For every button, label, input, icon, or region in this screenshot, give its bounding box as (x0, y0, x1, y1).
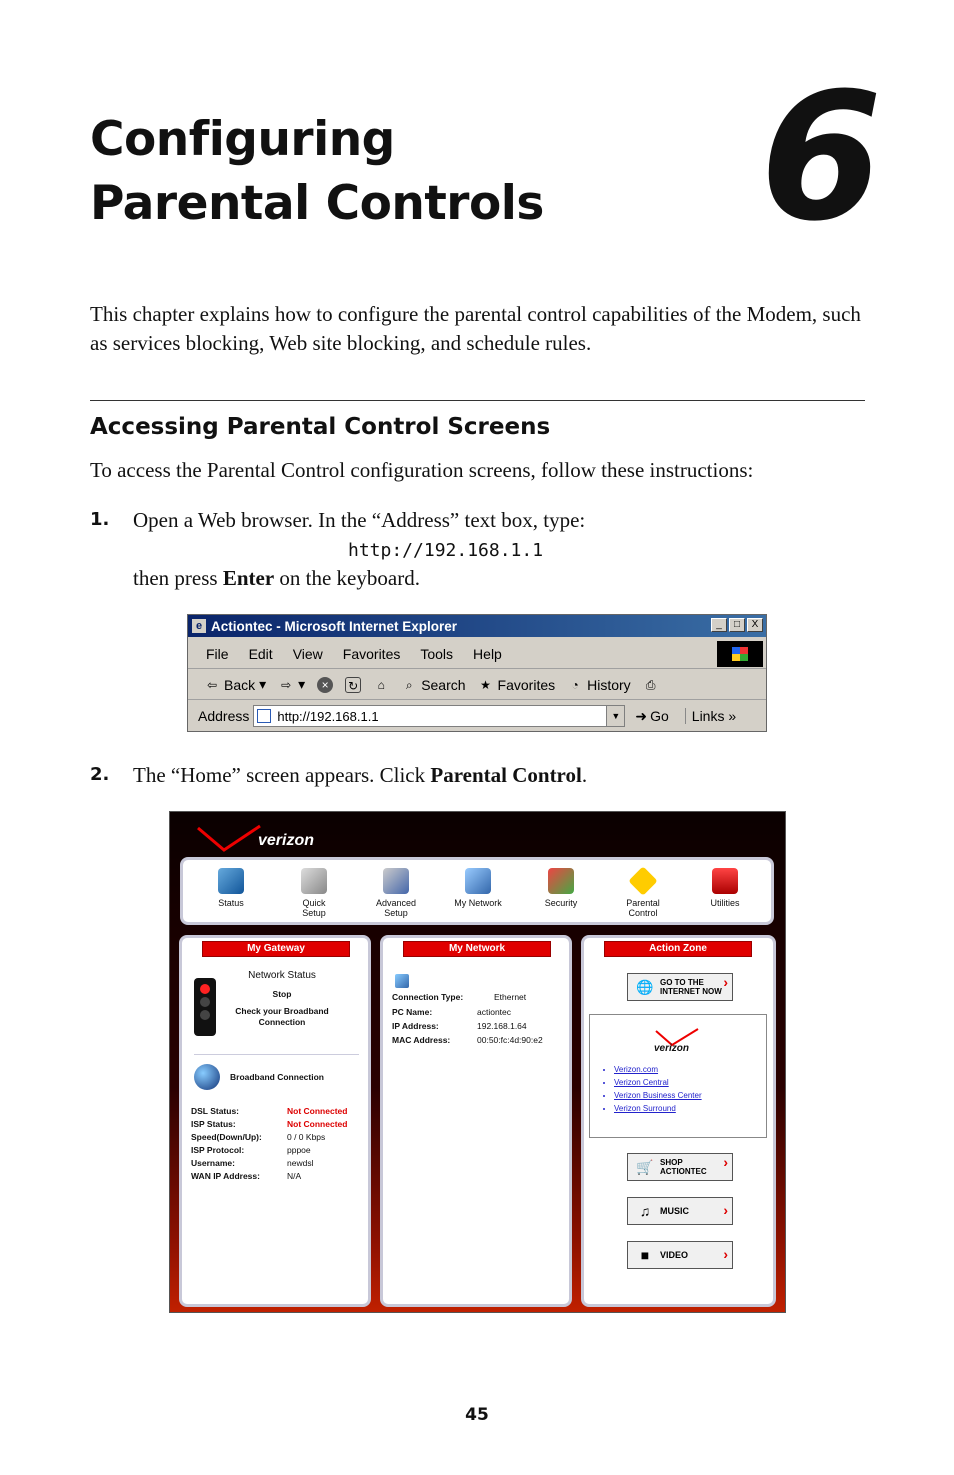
chapter-title-line1: Configuring (90, 112, 395, 167)
verizon-check-icon (194, 824, 264, 854)
speed-label: Speed(Down/Up): (191, 1132, 262, 1142)
nav-quick-setup[interactable] (279, 868, 349, 918)
music-button[interactable] (627, 1197, 733, 1225)
address-dropdown-icon[interactable]: ▼ (606, 706, 624, 726)
verizon-links-list (614, 1063, 702, 1115)
connection-type-label: Connection Type: (392, 992, 464, 1002)
page-icon (257, 709, 271, 723)
go-arrow-icon: ➜ (635, 707, 648, 724)
browser-window (187, 614, 767, 732)
address-value: http://192.168.1.1 (277, 708, 379, 724)
network-panel (380, 935, 572, 1307)
dsl-status-label: DSL Status: (191, 1106, 240, 1116)
print-icon: ⎙ (645, 677, 656, 692)
links-label: Links (691, 708, 725, 724)
ip-address-value: 192.168.1.64 (477, 1021, 527, 1031)
gateway-header: My Gateway (202, 941, 350, 957)
router-nav (180, 857, 774, 925)
nav-my-network[interactable] (443, 868, 513, 908)
favorites-star-icon: ★ (480, 677, 491, 692)
step-2-text (133, 761, 587, 789)
menu-favorites[interactable]: Favorites (342, 645, 401, 662)
network-status-label: Network Status (248, 970, 316, 981)
menu-view[interactable]: View (292, 645, 323, 662)
network-header: My Network (403, 941, 551, 957)
windows-logo (717, 641, 763, 667)
back-label: Back (224, 676, 256, 693)
section-divider (90, 400, 865, 401)
isp-status-value: Not Connected (287, 1119, 348, 1129)
step-1-code: http://192.168.1.1 (348, 540, 544, 561)
dsl-status-value: Not Connected (287, 1106, 348, 1116)
chapter-intro: This chapter explains how to configure the parental control capabilities of the Modem, such as services blocking, Web site blocking, and schedule rules. (90, 302, 861, 355)
favorites-button[interactable] (478, 677, 556, 693)
search-icon: ⌕ (405, 677, 413, 692)
action-zone-header: Action Zone (604, 941, 752, 957)
speed-value: 0 / 0 Kbps (287, 1132, 326, 1142)
stop-icon: × (317, 677, 333, 693)
refresh-button[interactable] (345, 677, 361, 693)
go-button[interactable] (635, 708, 668, 725)
forward-dropdown-icon: ▾ (298, 676, 306, 692)
maximize-button[interactable]: □ (729, 618, 745, 632)
nav-quick-setup-label: Quick Setup (302, 898, 326, 918)
video-label: VIDEO (660, 1250, 689, 1260)
link-verizon-central[interactable]: • Verizon Central (614, 1076, 702, 1089)
history-button[interactable] (567, 677, 631, 693)
chevron-right-icon: › (723, 974, 728, 990)
history-label: History (587, 676, 631, 693)
address-bar (188, 701, 766, 731)
mac-address-value: 00:50:fc:4d:90:e2 (477, 1035, 543, 1045)
step-1-after-pre: then press (133, 566, 223, 590)
chevron-right-icon: › (723, 1246, 728, 1262)
nav-my-network-label: My Network (454, 898, 502, 908)
home-icon: ⌂ (377, 677, 385, 692)
page-number: 45 (465, 1405, 489, 1425)
isp-protocol-label: ISP Protocol: (191, 1145, 245, 1155)
security-icon (548, 868, 574, 894)
parental-lock-icon (628, 866, 657, 895)
nav-parental-control[interactable] (608, 868, 678, 918)
quick-setup-icon (301, 868, 327, 894)
isp-protocol-value: pppoe (287, 1145, 311, 1155)
nav-advanced-setup[interactable] (361, 868, 431, 918)
section-lead: To access the Parental Control configuration screens, follow these instructions: (90, 458, 754, 482)
links-button[interactable]: Links » (685, 708, 736, 724)
traffic-light-icon (194, 978, 216, 1036)
nav-status[interactable] (196, 868, 266, 908)
menu-file[interactable]: File (206, 645, 229, 662)
windows-flag-icon (732, 647, 748, 661)
action-zone-panel (581, 935, 776, 1307)
nav-status-label: Status (218, 898, 244, 908)
network-status-hint: Check your Broadband Connection (235, 1006, 329, 1027)
verizon-wordmark: verizon (258, 832, 315, 849)
link-verizon-business[interactable]: • Verizon Business Center (614, 1089, 702, 1102)
broadband-connection-label: Broadband Connection (230, 1072, 324, 1082)
verizon-logo (194, 824, 329, 854)
computer-icon (395, 974, 409, 988)
step-1-after-bold: Enter (222, 566, 275, 590)
music-label: MUSIC (660, 1206, 689, 1216)
video-camera-icon: ■ (640, 1247, 650, 1263)
forward-button[interactable] (278, 676, 305, 693)
shop-actiontec-label: SHOP ACTIONTEC (660, 1158, 707, 1176)
chevron-right-icon: › (723, 1202, 728, 1218)
close-button[interactable]: X (747, 618, 763, 632)
pc-name-value: actiontec (477, 1007, 512, 1017)
gateway-divider (194, 1054, 359, 1055)
address-label: Address (198, 708, 250, 724)
username-value: newdsl (287, 1158, 314, 1168)
pc-name-label: PC Name: (392, 1007, 433, 1017)
step-1-after-post: on the keyboard. (274, 566, 420, 590)
browser-title: Actiontec - Microsoft Internet Explorer (211, 618, 458, 634)
ie-icon: e (192, 619, 206, 633)
stop-button[interactable] (317, 677, 333, 693)
music-note-icon: ♫ (639, 1203, 651, 1219)
chapter-number: 6 (760, 55, 883, 260)
nav-parental-control-label: Parental Control (626, 898, 660, 918)
wan-ip-label: WAN IP Address: (191, 1171, 260, 1181)
go-label: Go (650, 708, 669, 724)
router-home-screenshot (169, 811, 786, 1313)
back-button[interactable] (204, 676, 266, 693)
step-1-number: 1. (90, 509, 110, 530)
favorites-label: Favorites (497, 676, 556, 693)
shop-actiontec-button[interactable] (627, 1153, 733, 1181)
link-verizon-com[interactable]: • Verizon.com (614, 1063, 702, 1076)
step-2-text-post: . (581, 763, 588, 787)
video-button[interactable] (627, 1241, 733, 1269)
nav-utilities[interactable] (690, 868, 760, 908)
shopping-cart-icon: 🛒 (636, 1159, 654, 1175)
browser-toolbar (188, 670, 766, 700)
chapter-title (90, 108, 544, 236)
address-input[interactable] (253, 705, 625, 727)
connection-type-value: Ethernet (494, 992, 527, 1002)
step-2-text-pre: The “Home” screen appears. Click (133, 763, 431, 787)
status-icon (218, 868, 244, 894)
username-label: Username: (191, 1158, 235, 1168)
browser-menubar (188, 639, 766, 669)
verizon-box-wordmark: verizon (654, 1043, 690, 1054)
window-buttons (711, 618, 763, 632)
link-verizon-surround[interactable]: • Verizon Surround (614, 1102, 702, 1115)
step-2-number: 2. (90, 764, 110, 785)
verizon-links-box (589, 1014, 767, 1138)
chapter-title-line2: Parental Controls (90, 176, 544, 231)
search-label: Search (421, 676, 466, 693)
nav-security[interactable] (526, 868, 596, 908)
menu-tools[interactable]: Tools (420, 645, 454, 662)
advanced-setup-icon (383, 868, 409, 894)
search-button[interactable] (401, 677, 465, 693)
menu-help[interactable]: Help (473, 645, 502, 662)
gateway-panel (179, 935, 371, 1307)
history-icon: ◔ (571, 677, 579, 692)
wan-ip-value: N/A (287, 1171, 302, 1181)
browser-titlebar (188, 615, 766, 637)
nav-security-label: Security (544, 898, 578, 908)
chevron-right-icon: › (723, 1154, 728, 1170)
print-button[interactable] (643, 677, 659, 693)
back-dropdown-icon: ▾ (259, 676, 267, 692)
utilities-toolbox-icon (712, 868, 738, 894)
internet-now-label: GO TO THE INTERNET NOW (660, 978, 722, 996)
nav-advanced-setup-label: Advanced Setup (375, 898, 417, 918)
nav-utilities-label: Utilities (710, 898, 740, 908)
mac-address-label: MAC Address: (392, 1035, 451, 1045)
ip-address-label: IP Address: (392, 1021, 439, 1031)
step-1-after (133, 564, 420, 592)
network-status-value: Stop (272, 989, 292, 999)
isp-status-label: ISP Status: (191, 1119, 236, 1129)
back-arrow-icon: ⇦ (206, 677, 218, 692)
section-heading: Accessing Parental Control Screens (90, 414, 551, 440)
step-1-text: Open a Web browser. In the “Address” text box, type: (133, 508, 586, 532)
menu-edit[interactable]: Edit (248, 645, 273, 662)
globe-icon: 🌐 (636, 979, 654, 995)
internet-now-button[interactable] (627, 973, 733, 1001)
forward-arrow-icon: ⇨ (281, 677, 292, 692)
globe-icon (194, 1064, 220, 1090)
minimize-button[interactable]: _ (711, 618, 727, 632)
step-2-text-bold: Parental Control (430, 763, 582, 787)
my-network-icon (465, 868, 491, 894)
refresh-icon: ↻ (345, 677, 361, 693)
home-button[interactable] (373, 677, 389, 693)
